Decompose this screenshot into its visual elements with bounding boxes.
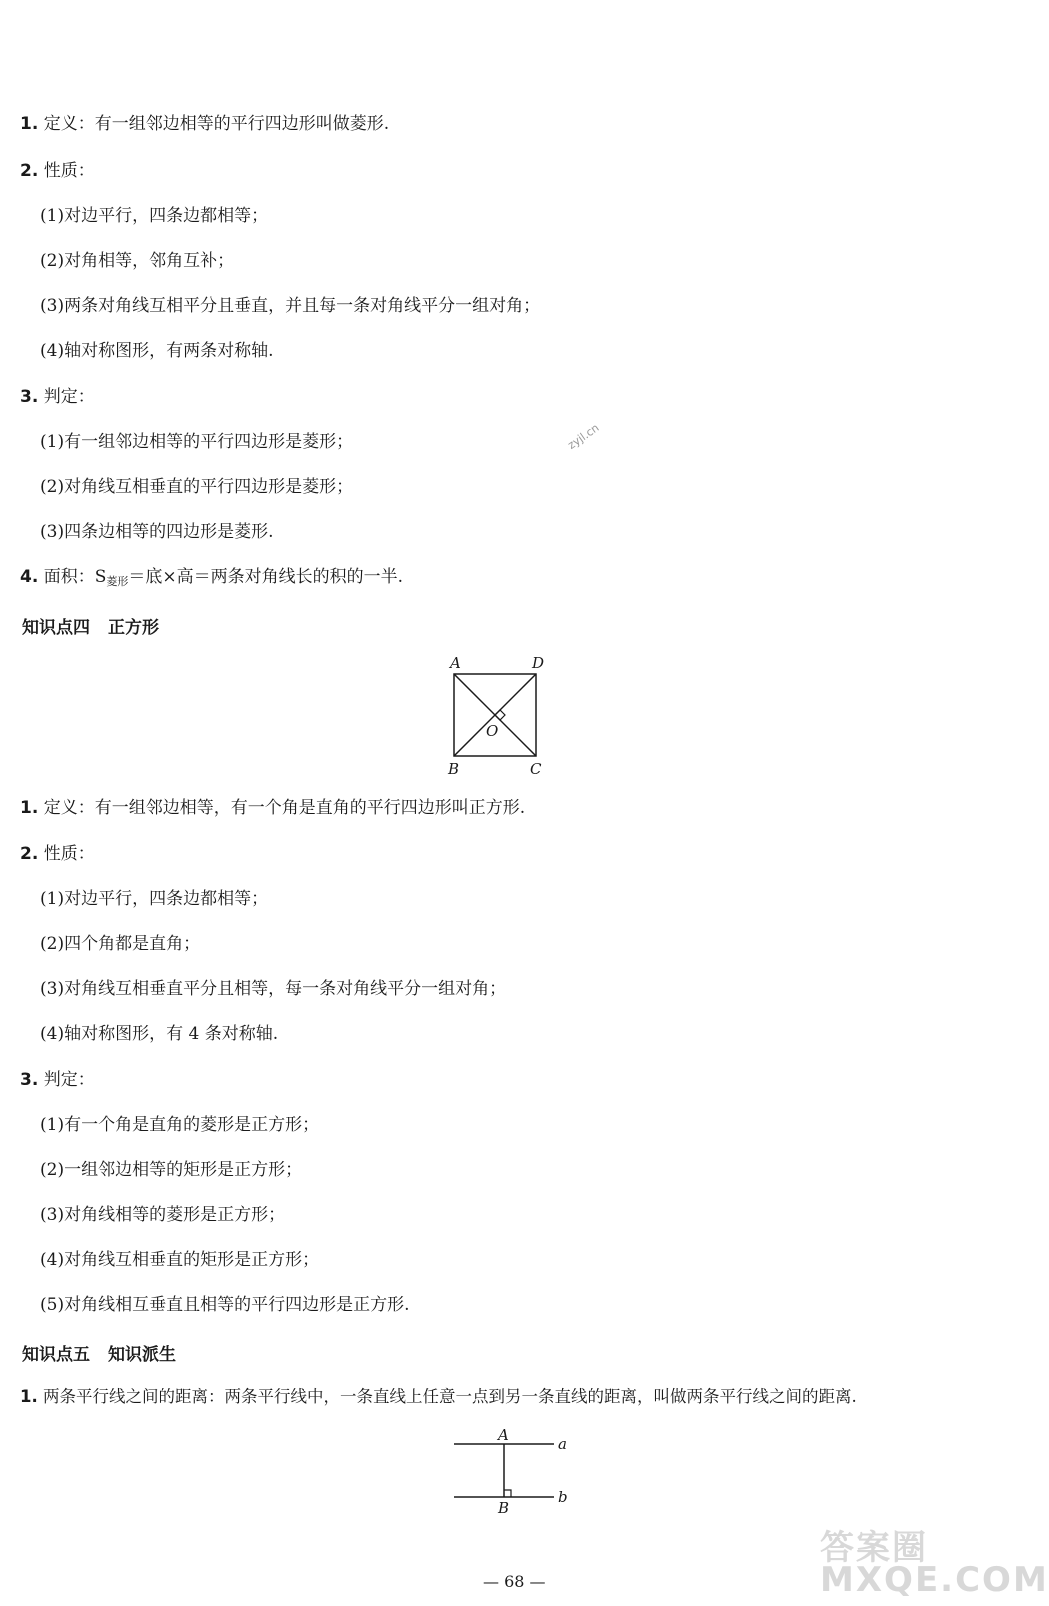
- label-a: A: [450, 654, 461, 672]
- rhombus-property-3: (3)两条对角线互相平分且垂直，并且每一条对角线平分一组对角；: [40, 296, 541, 316]
- item-number: 2.: [20, 844, 39, 864]
- area-suffix: ＝底×高＝两条对角线长的积的一半.: [128, 567, 404, 587]
- section-title: 知识派生: [108, 1345, 176, 1365]
- label-point-a: A: [498, 1426, 509, 1444]
- section-title: 正方形: [108, 618, 159, 638]
- parallel-lines-figure: [450, 1428, 580, 1518]
- square-property-4: (4)轴对称图形，有 4 条对称轴.: [40, 1024, 279, 1044]
- item-text: 定义：有一组邻边相等的平行四边形叫做菱形.: [38, 114, 390, 134]
- square-criterion-2: (2)一组邻边相等的矩形是正方形；: [40, 1160, 303, 1180]
- square-property-3: (3)对角线互相垂直平分且相等，每一条对角线平分一组对角；: [40, 979, 507, 999]
- item-text: 定义：有一组邻边相等，有一个角是直角的平行四边形叫正方形.: [38, 798, 526, 818]
- square-property-2: (2)四个角都是直角；: [40, 934, 201, 954]
- square-property-1: (1)对边平行，四条边都相等；: [40, 889, 269, 909]
- square-criteria-title: [20, 1069, 95, 1091]
- right-angle-mark: [504, 1490, 511, 1497]
- section-5-heading: [22, 1340, 176, 1365]
- item-number: 3.: [20, 387, 39, 407]
- section-4-heading: [22, 613, 159, 638]
- rhombus-property-4: (4)轴对称图形，有两条对称轴.: [40, 341, 274, 361]
- square-properties-title: [20, 843, 95, 865]
- watermark-small: zyjl.cn: [565, 421, 602, 452]
- rhombus-properties-title: [20, 160, 95, 182]
- area-subscript: 菱形: [106, 575, 129, 588]
- item-text: 性质：: [38, 161, 95, 181]
- square-criterion-1: (1)有一个角是直角的菱形是正方形；: [40, 1115, 320, 1135]
- square-figure: [440, 652, 560, 777]
- section-label: 知识点五: [22, 1345, 90, 1365]
- rhombus-property-2: (2)对角相等，邻角互补；: [40, 251, 235, 271]
- item-number: 4.: [20, 567, 39, 587]
- rhombus-definition: [20, 113, 389, 135]
- label-o: O: [486, 722, 499, 740]
- label-b: B: [448, 760, 460, 778]
- item-text: 判定：: [38, 387, 95, 407]
- item-number: 1.: [20, 114, 39, 134]
- label-line-b: b: [558, 1488, 568, 1506]
- square-definition: [20, 797, 525, 819]
- rhombus-property-1: (1)对边平行，四条边都相等；: [40, 206, 269, 226]
- rhombus-criterion-3: (3)四条边相等的四边形是菱形.: [40, 522, 274, 542]
- derived-item-1: [20, 1386, 857, 1408]
- label-line-a: a: [558, 1435, 567, 1453]
- right-angle-mark: [495, 710, 505, 720]
- watermark-logo-text: 答案圈: [820, 1528, 928, 1568]
- label-point-b: B: [498, 1499, 510, 1517]
- item-number: 3.: [20, 1070, 39, 1090]
- square-criterion-5: (5)对角线相互垂直且相等的平行四边形是正方形.: [40, 1295, 410, 1315]
- area-prefix: 面积：S: [38, 567, 107, 587]
- page-number: — 68 —: [483, 1572, 546, 1591]
- item-number: 1.: [20, 1387, 38, 1406]
- rhombus-criterion-2: (2)对角线互相垂直的平行四边形是菱形；: [40, 477, 354, 497]
- item-text: 判定：: [38, 1070, 95, 1090]
- watermark-logo-url: MXQE.COM: [820, 1560, 1049, 1600]
- rhombus-area: [20, 566, 403, 593]
- square-criterion-4: (4)对角线互相垂直的矩形是正方形；: [40, 1250, 320, 1270]
- rhombus-criteria-title: [20, 386, 95, 408]
- label-c: C: [530, 760, 542, 778]
- item-text: 两条平行线之间的距离：两条平行线中，一条直线上任意一点到另一条直线的距离，叫做两条平行线之间的距离.: [37, 1387, 857, 1406]
- section-label: 知识点四: [22, 618, 90, 638]
- label-d: D: [532, 654, 545, 672]
- item-number: 1.: [20, 798, 39, 818]
- square-criterion-3: (3)对角线相等的菱形是正方形；: [40, 1205, 286, 1225]
- item-text: 性质：: [38, 844, 95, 864]
- item-number: 2.: [20, 161, 39, 181]
- rhombus-criterion-1: (1)有一组邻边相等的平行四边形是菱形；: [40, 432, 354, 452]
